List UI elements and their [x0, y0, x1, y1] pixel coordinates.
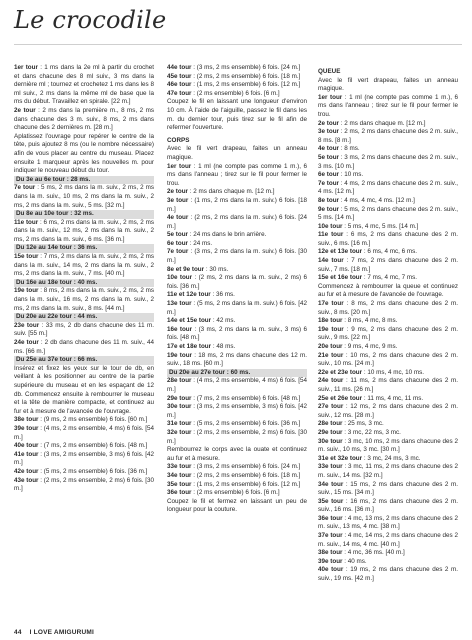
round-instructions: : (2 ms, 2 ms ensemble, 2 ms) 6 fois. [30 m.]: [167, 428, 307, 445]
round-label: 6e tour: [167, 239, 188, 247]
round-instructions: : 3 mc, 10 ms, 2 ms dans chacune des 2 m. suiv., 10 ms, 3 mc. [30 m.]: [318, 437, 458, 454]
round-instructions: : 8 ms, 2 ms dans chacune des 2 m. suiv., 8 ms. [20 m.]: [318, 300, 459, 316]
instruction-line: [14, 219, 154, 245]
round-label: 11e tour: [318, 231, 344, 239]
round-label: 41e tour: [14, 450, 39, 458]
round-label: 19e tour: [167, 351, 193, 359]
round-instructions: : 2 ms dans la première m., 8 ms, 2 ms dans chacune des 3 m. suiv., 8 ms, 2 ms dans chacune des 2 dernières m. [28 m.]: [14, 106, 154, 132]
instruction-line: [167, 429, 307, 446]
round-instructions: : (5 ms, 2 ms ensemble) 6 fois. [36 m.]: [38, 467, 148, 475]
round-instructions: : (2 ms ensemble) 6 fois. [6 m.]: [191, 89, 280, 97]
round-label: 29e tour: [318, 428, 343, 436]
instruction-line: [318, 77, 458, 94]
text-column-1: [14, 64, 154, 494]
instruction-line: [318, 532, 458, 549]
round-instructions: : 3 ms, 2 ms dans chacune des 2 m. suiv., 3 ms. [10 m.]: [318, 153, 458, 170]
instruction-line: [318, 94, 458, 120]
round-label: 36e tour: [318, 514, 343, 522]
round-label: 3e tour: [318, 128, 340, 136]
round-label: 25e et 26e tour: [318, 394, 363, 402]
instruction-line: [167, 197, 307, 214]
page-title: Le crocodile: [14, 6, 167, 34]
round-label: 36e tour: [167, 489, 192, 497]
round-instructions: : 19 ms, 2 ms dans chacune des 2 m. suiv., 19 ms. [42 m.]: [318, 566, 458, 583]
round-instructions: : 10 ms.: [339, 171, 364, 179]
round-label: 8e et 9e tour: [167, 265, 205, 273]
instruction-line: [14, 425, 154, 442]
instruction-line: [167, 90, 307, 99]
round-instructions: : 40 ms.: [72, 278, 98, 286]
round-label: 14e et 15e tour: [167, 317, 212, 325]
paragraph-text: CORPS: [167, 136, 190, 144]
round-instructions: : (3 ms, 2 ms ensemble, 3 ms) 6 fois. [42 m.]: [14, 450, 154, 467]
instruction-line: [167, 377, 307, 394]
round-label: 15e et 16e tour: [318, 274, 363, 282]
instruction-line: [167, 395, 307, 404]
round-instructions: : (2 ms, 2 ms dans la m. suiv., 2 ms) 6 fois. [36 m.]: [167, 274, 308, 290]
round-instructions: : 48 ms.: [211, 343, 236, 350]
round-label: 4e tour: [318, 145, 339, 153]
round-instructions: : (1 ms, 2 ms dans la m. suiv.) 6 fois. [18 m.]: [167, 196, 307, 213]
text-column-2: [167, 64, 307, 515]
round-label: Du 3e au 6e tour: [16, 175, 65, 183]
round-label: 1er tour: [167, 162, 192, 170]
round-instructions: : (3 ms, 2 ms dans la m. suiv., 3 ms) 6 fois. [48 m.]: [167, 325, 308, 342]
instruction-line: [318, 120, 458, 129]
round-instructions: : 60 ms.: [225, 368, 251, 376]
round-label: 4e tour: [167, 214, 189, 222]
round-label: 30e tour: [167, 403, 192, 411]
paragraph-text: Aplatissez l'ouvrage pour repérer le centre de la tête, puis ajoutez 8 ms (ou le nombre nécessaire) afin de vous placer au centre du museau. Placez ensuite 1 marqueur après les nouvelles m. pour indiquer le nouveau début du tour.: [14, 132, 154, 175]
instruction-line: [167, 188, 307, 197]
round-instructions: : (5 ms, 2 ms ensemble) 6 fois. [36 m.]: [191, 420, 301, 428]
round-instructions: : (2 ms, 2 ms dans la m. suiv.) 6 fois. [24 m.]: [167, 214, 307, 230]
round-instructions: : 1 ml (ne compte pas comme 1 m.), 6 ms dans l'anneau ; tirez sur le fil pour fermer le trou.: [318, 93, 458, 118]
instruction-line: [318, 566, 458, 583]
instruction-line: [318, 558, 458, 567]
round-label: 46e tour: [167, 81, 192, 89]
round-instructions: : 5 ms, 4 mc, 5 ms. [14 m.]: [342, 222, 419, 230]
instruction-line: [167, 446, 307, 463]
round-instructions: : 4 mc, 14 ms, 2 ms dans chacune des 2 m. suiv., 14 ms, 4 mc. [40 m.]: [318, 532, 458, 548]
instruction-line: [14, 279, 154, 288]
instruction-line: [318, 481, 458, 498]
round-instructions: : (3 ms, 2 ms ensemble) 6 fois. [24 m.]: [191, 463, 301, 471]
round-label: 35e tour: [318, 497, 344, 505]
instruction-line: [318, 274, 458, 283]
round-label: 30e tour: [318, 437, 343, 445]
round-instructions: : 30 ms.: [204, 265, 229, 273]
instruction-line: [167, 64, 307, 73]
round-instructions: : 6 ms, 2 ms dans chacune des 2 m. suiv., 6 ms. [16 m.]: [318, 231, 458, 247]
instruction-line: [318, 438, 458, 455]
instruction-line: [167, 369, 307, 378]
round-label: Du 12e au 14e tour: [16, 244, 72, 252]
round-label: 21e tour: [318, 351, 344, 359]
round-label: 33e tour: [318, 463, 343, 471]
round-instructions: : (4 ms, 2 ms ensemble, 4 ms) 6 fois. [54 m.]: [167, 377, 307, 393]
round-label: 2e tour: [167, 188, 188, 196]
round-label: 2e tour: [14, 106, 36, 114]
instruction-line: [14, 339, 154, 356]
instruction-line: [14, 365, 154, 417]
round-label: 15e tour: [14, 253, 39, 261]
paragraph-text: Coupez le fil en laissant une longueur d'environ 10 cm. À l'aide de l'aiguille, passez le fil dans les m. du dernier tour, puis tirez sur le fil afin de refermer l'ouverture.: [167, 98, 307, 132]
round-instructions: : 10 ms, 4 mc, 10 ms.: [362, 368, 425, 376]
instruction-line: [318, 128, 458, 145]
round-label: Du 25e au 37e tour: [16, 356, 72, 364]
round-instructions: : 28 ms.: [65, 175, 91, 183]
round-label: 39e tour: [14, 424, 39, 432]
instruction-line: [318, 197, 458, 206]
instruction-line: [318, 326, 458, 343]
round-instructions: : 10 ms, 2 ms dans chacune des 2 m. suiv., 10 ms. [24 m.]: [318, 351, 458, 368]
round-instructions: : (1 ms, 2 ms ensemble) 6 fois. [12 m.]: [191, 480, 301, 488]
instruction-line: [14, 477, 154, 494]
title-divider: [14, 44, 462, 45]
round-instructions: : 6 ms, 4 mc, 6 ms.: [362, 248, 418, 256]
round-instructions: : (7 ms, 2 ms ensemble) 6 fois. [48 m.]: [38, 442, 148, 450]
round-label: 34e tour: [318, 480, 344, 488]
round-label: 2e tour: [318, 119, 339, 127]
round-instructions: : 42 ms.: [211, 317, 236, 325]
instruction-line: [14, 322, 154, 339]
round-instructions: : 25 ms, 3 mc.: [342, 420, 384, 428]
round-label: 1er tour: [318, 93, 343, 101]
instruction-line: [318, 498, 458, 515]
instruction-line: [167, 300, 307, 317]
round-label: 34e tour: [167, 471, 192, 479]
round-instructions: : 7 ms, 2 ms dans la m. suiv., 2 ms, 2 ms dans la m. suiv., 14 ms, 2 ms dans la m. suiv., 2 ms, 2 ms dans la m. suiv., 7 ms. [40 m.]: [14, 253, 155, 278]
round-label: 19e tour: [318, 325, 344, 333]
instruction-line: [318, 377, 458, 394]
round-label: 11e et 12e tour: [167, 291, 211, 299]
round-instructions: : (2 ms, 2 ms ensemble) 6 fois. [18 m.]: [191, 72, 301, 80]
instruction-line: [14, 468, 154, 477]
instruction-line: [167, 81, 307, 90]
round-label: 39e tour: [318, 557, 343, 565]
instruction-line: [14, 287, 154, 313]
round-label: 38e tour: [318, 549, 343, 557]
round-label: 24e tour: [318, 377, 344, 385]
round-label: 5e tour: [167, 231, 188, 239]
instruction-line: [318, 180, 458, 197]
round-instructions: : 4 ms, 2 ms dans chacune des 2 m. suiv., 4 ms. [12 m.]: [318, 179, 458, 196]
round-label: 12e et 13e tour: [318, 248, 363, 256]
round-instructions: : 9 ms, 2 ms dans chacune des 2 m. suiv., 9 ms. [22 m.]: [318, 325, 459, 342]
instruction-line: [318, 300, 458, 317]
round-instructions: : 36 ms.: [72, 244, 98, 252]
instruction-line: [14, 64, 154, 107]
instruction-line: [318, 420, 458, 429]
round-instructions: : 40 ms.: [342, 557, 367, 565]
round-instructions: : 66 ms.: [72, 356, 98, 364]
instruction-line: [318, 403, 458, 420]
page-number: 44: [14, 629, 22, 636]
instruction-line: [318, 395, 458, 404]
round-label: 14e tour: [318, 257, 344, 265]
instruction-line: [318, 68, 458, 77]
round-instructions: : 2 ms dans chaque m. [12 m.]: [339, 119, 426, 127]
instruction-line: [318, 283, 458, 300]
instruction-line: [167, 326, 307, 343]
round-label: 43e tour: [14, 476, 39, 484]
instruction-line: [318, 206, 458, 223]
round-label: 45e tour: [167, 72, 192, 80]
round-label: Du 16e au 18e tour: [16, 278, 72, 286]
instruction-line: [167, 98, 307, 132]
round-instructions: : 24 ms dans le brin arrière.: [188, 231, 267, 239]
instruction-line: [167, 403, 307, 420]
instruction-line: [167, 145, 307, 162]
round-instructions: : (1 ms, 2 ms ensemble) 6 fois. [12 m.]: [191, 81, 301, 89]
round-label: 47e tour: [167, 89, 192, 97]
instruction-line: [318, 429, 458, 438]
round-instructions: : 8 ms, 4 mc, 8 ms.: [342, 317, 398, 325]
instruction-line: [318, 343, 458, 352]
instruction-line: [318, 455, 458, 464]
round-label: Du 20e au 22e tour: [16, 313, 72, 321]
round-instructions: : 15 ms, 2 ms dans chacune des 2 m. suiv., 15 ms. [34 m.]: [318, 480, 458, 497]
instruction-line: [14, 244, 154, 253]
round-label: 13e tour: [167, 300, 192, 308]
round-instructions: : 36 ms.: [210, 291, 235, 299]
round-instructions: : 11 ms, 4 mc, 11 ms.: [362, 394, 424, 402]
round-label: 40e tour: [14, 442, 39, 450]
round-label: 37e tour: [318, 532, 343, 540]
round-label: 7e tour: [318, 179, 340, 187]
round-instructions: : 3 mc, 24 ms, 3 mc.: [362, 454, 421, 462]
text-column-3: [318, 64, 458, 584]
round-label: 11e tour: [14, 218, 39, 226]
round-instructions: : (9 ms, 2 ms ensemble) 6 fois. [60 m.]: [38, 416, 148, 424]
round-label: 20e tour: [318, 343, 343, 350]
round-instructions: : 3 mc, 22 ms, 3 mc.: [342, 428, 401, 436]
round-instructions: : (4 ms, 2 ms ensemble, 4 ms) 6 fois. [54 m.]: [14, 424, 154, 441]
instruction-line: [14, 133, 154, 176]
round-label: 38e tour: [14, 416, 39, 424]
instruction-line: [14, 356, 154, 365]
round-instructions: : 8 ms.: [339, 145, 360, 153]
instruction-line: [14, 313, 154, 322]
round-label: 19e tour: [14, 287, 39, 295]
round-label: 5e tour: [318, 153, 340, 161]
instruction-line: [14, 210, 154, 219]
round-label: 7e tour: [14, 184, 36, 192]
instruction-line: [14, 253, 154, 279]
paragraph-text: Insérez et fixez les yeux sur le tour de db, en veillant à les positionner au centre de la partie supérieure du museau et en les espaçant de 12 db. Commencez ensuite à rembourrer le museau et la tête de manière compacte, et continuez au fur et à mesure de l'avancée de l'ouvrage.: [14, 364, 154, 415]
round-label: 31e et 32e tour: [318, 454, 363, 462]
magazine-name: I LOVE AMIGURUMI: [29, 629, 95, 636]
instruction-line: [318, 515, 458, 532]
instruction-line: [167, 472, 307, 481]
round-instructions: : 3 mc, 11 ms, 2 ms dans chacune des 2 m. suiv., 14 ms. [32 m.]: [318, 463, 458, 479]
round-label: 3e tour: [167, 196, 189, 204]
round-label: 18e tour: [318, 317, 343, 325]
round-label: 17e et 18e tour: [167, 343, 212, 350]
round-label: 28e tour: [167, 377, 192, 385]
instruction-line: [14, 451, 154, 468]
round-instructions: : 12 ms, 2 ms dans chacune des 2 m. suiv., 12 ms. [28 m.]: [318, 403, 458, 419]
round-instructions: : 4 mc, 36 ms. [40 m.]: [342, 549, 405, 557]
instruction-line: [318, 317, 458, 326]
round-instructions: : 2 db dans chacune des 11 m. suiv., 44 ms. [66 m.]: [14, 339, 154, 355]
round-instructions: : 6 ms, 2 ms dans la m. suiv., 2 ms, 2 ms dans la m. suiv., 12 ms, 2 ms dans la m. suiv., 2 ms, 2 ms dans la m. suiv., 6 ms. [36 m.]: [14, 218, 154, 243]
instruction-line: [14, 184, 154, 210]
instruction-line: [167, 352, 307, 369]
round-label: 1er tour: [14, 64, 38, 71]
paragraph-text: Commencez à rembourrer la queue et continuez au fur et à mesure de l'avancée de l'ouvrage.: [318, 282, 458, 299]
round-label: 8e tour: [318, 196, 339, 204]
round-label: 16e tour: [167, 325, 193, 333]
instruction-line: [167, 266, 307, 275]
round-instructions: : 2 ms dans chaque m. [12 m.]: [188, 188, 275, 196]
paragraph-text: Coupez le fil et fermez en laissant un peu de longueur pour la couture.: [167, 497, 307, 514]
round-label: 22e et 23e tour: [318, 368, 363, 376]
round-label: 32e tour: [167, 428, 192, 436]
round-label: 31e tour: [167, 420, 192, 428]
round-instructions: : 1 ms dans la 2e ml à partir du crochet et dans chacune des 8 ml suiv., 3 ms dans la dernière ml ; tournez et crochetez 1 ms dans les 8 ml suiv., 2 ms dans la même ml de base que la ms du début. Travaillez en spirale. [22 m.]: [14, 64, 154, 106]
page-footer: [14, 629, 94, 636]
instruction-line: [14, 176, 154, 185]
round-label: 27e tour: [318, 403, 344, 411]
instruction-line: [14, 416, 154, 425]
paragraph-text: Avec le fil vert drapeau, faites un anneau magique.: [318, 76, 458, 93]
round-instructions: : (5 ms, 2 ms dans la m. suiv.) 6 fois. [42 m.]: [167, 300, 308, 316]
round-instructions: : 4 mc, 13 ms, 2 ms dans chacune des 2 m. suiv., 13 ms, 4 mc. [38 m.]: [318, 514, 458, 531]
instruction-line: [167, 489, 307, 498]
instruction-line: [167, 420, 307, 429]
round-label: 10e tour: [318, 222, 343, 230]
round-instructions: : 16 ms, 2 ms dans chacune des 2 m. suiv., 16 ms. [36 m.]: [318, 497, 458, 514]
instruction-line: [14, 107, 154, 133]
instruction-line: [318, 154, 458, 171]
instruction-line: [167, 291, 307, 300]
round-instructions: : (2 ms ensemble) 6 fois. [6 m.]: [191, 489, 280, 497]
instruction-line: [14, 442, 154, 451]
instruction-line: [167, 498, 307, 515]
instruction-line: [318, 352, 458, 369]
round-label: 35e tour: [167, 480, 192, 488]
round-label: Du 20e au 27e tour: [169, 368, 225, 376]
round-label: 33e tour: [167, 463, 192, 471]
round-label: 44e tour: [167, 64, 192, 71]
round-label: 42e tour: [14, 467, 39, 475]
round-instructions: : 33 ms, 2 db dans chacune des 11 m. suiv. [55 m.]: [14, 321, 155, 338]
paragraph-text: QUEUE: [318, 68, 341, 75]
round-label: 9e tour: [318, 205, 340, 213]
round-instructions: : (2 ms, 2 ms ensemble) 6 fois. [18 m.]: [191, 471, 301, 479]
instruction-line: [167, 231, 307, 240]
instruction-line: [167, 481, 307, 490]
paragraph-text: Rembourrez le corps avec la ouate et continuez au fur et à mesure.: [167, 446, 307, 462]
round-instructions: : (2 ms, 2 ms ensemble, 2 ms) 6 fois. [30 m.]: [14, 476, 154, 493]
instruction-line: [318, 369, 458, 378]
instruction-line: [167, 274, 307, 291]
instruction-line: [318, 231, 458, 248]
round-instructions: : 4 ms, 4 mc, 4 ms. [12 m.]: [339, 196, 415, 204]
round-instructions: : 18 ms, 2 ms dans chacune des 12 m. suiv., 18 ms. [60 m.]: [167, 351, 308, 368]
round-instructions: : 7 ms, 4 mc, 7 ms.: [362, 274, 418, 282]
round-label: 24e tour: [14, 339, 39, 346]
instruction-line: [318, 145, 458, 154]
round-label: Du 8e au 10e tour: [16, 210, 69, 218]
instruction-line: [318, 171, 458, 180]
round-instructions: : (7 ms, 2 ms ensemble) 6 fois. [48 m.]: [191, 394, 301, 402]
round-label: 40e tour: [318, 566, 344, 574]
round-label: 23e tour: [14, 321, 40, 329]
instruction-line: [318, 549, 458, 558]
round-instructions: : 24 ms.: [188, 239, 213, 247]
round-label: 29e tour: [167, 394, 192, 402]
round-instructions: : 2 ms, 2 ms dans chacune des 2 m. suiv., 8 ms. [8 m.]: [318, 128, 458, 144]
instruction-line: [318, 223, 458, 232]
round-instructions: : 44 ms.: [72, 313, 98, 321]
instruction-line: [318, 463, 458, 480]
round-instructions: : 5 ms, 2 ms dans chacune des 2 m. suiv., 5 ms. [14 m.]: [318, 205, 458, 222]
instruction-line: [167, 214, 307, 231]
round-instructions: : 9 ms, 4 mc, 9 ms.: [342, 343, 398, 350]
round-label: 10e tour: [167, 274, 193, 282]
round-instructions: : (3 ms, 2 ms ensemble, 3 ms) 6 fois. [42 m.]: [167, 403, 307, 419]
instruction-line: [167, 343, 307, 352]
instruction-line: [167, 73, 307, 82]
round-label: 28e tour: [318, 420, 343, 428]
round-instructions: : (3 ms, 2 ms ensemble) 6 fois. [24 m.]: [191, 64, 301, 71]
round-label: 17e tour: [318, 300, 344, 308]
instruction-line: [167, 137, 307, 146]
instruction-line: [318, 257, 458, 274]
instruction-line: [167, 248, 307, 265]
instruction-line: [167, 240, 307, 249]
round-label: 7e tour: [167, 248, 189, 256]
round-instructions: : 1 ml (ne compte pas comme 1 m.), 6 ms dans l'anneau ; tirez sur le fil pour fermer le trou.: [167, 162, 307, 187]
round-label: 6e tour: [318, 171, 339, 179]
round-instructions: : 8 ms, 2 ms dans la m. suiv., 2 ms, 2 ms dans la m. suiv., 16 ms, 2 ms dans la m. suiv., 2 ms, 2 ms dans la m. suiv., 8 ms. [44 m.]: [14, 287, 155, 312]
instruction-line: [318, 248, 458, 257]
round-instructions: : (3 ms, 2 ms dans la m. suiv.) 6 fois. [30 m.]: [167, 248, 307, 265]
paragraph-text: Avec le fil vert drapeau, faites un anneau magique.: [167, 145, 307, 161]
round-instructions: : 7 ms, 2 ms dans chacune des 2 m. suiv., 7 ms. [18 m.]: [318, 257, 459, 273]
round-instructions: : 11 ms, 2 ms dans chacune des 2 m. suiv., 11 ms. [26 m.]: [318, 377, 458, 393]
instruction-line: [167, 317, 307, 326]
instruction-line: [167, 163, 307, 189]
round-instructions: : 5 ms, 2 ms dans la m. suiv., 2 ms, 2 ms dans la m. suiv., 10 ms, 2 ms dans la m. suiv., 2 ms, 2 ms dans la m. suiv., 5 ms. [32 m.]: [14, 184, 155, 209]
instruction-line: [167, 463, 307, 472]
round-instructions: : 32 ms.: [68, 210, 94, 218]
